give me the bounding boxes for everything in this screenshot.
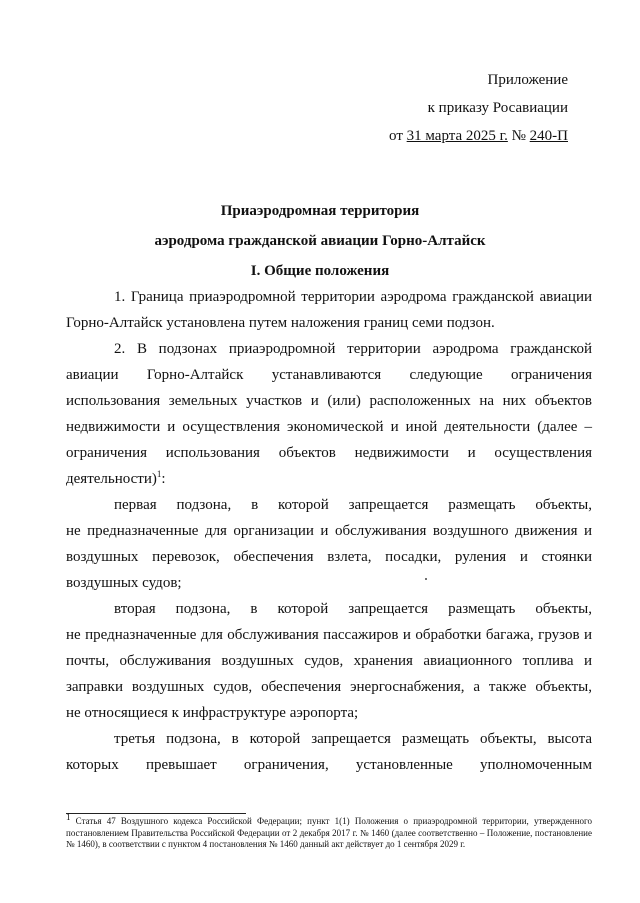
paragraph-line: 2. В подзонах приаэродромной территории аэродрома гражданской — [114, 341, 592, 357]
number-prefix: № — [507, 128, 530, 144]
order-date: 31 марта 2025 г. — [406, 128, 508, 144]
appendix-label: Приложение — [487, 72, 568, 88]
paragraph-line-text: деятельности) — [66, 471, 157, 487]
title-line-1: Приаэродромная территория — [220, 203, 420, 219]
title-line-2: аэродрома гражданской авиации Горно-Алтайск — [154, 233, 486, 249]
date-prefix: от — [389, 128, 407, 144]
paragraph-third-subzone — [66, 726, 592, 778]
paragraph-first-subzone — [66, 492, 592, 596]
paragraph-line: недвижимости и осуществления экономической и иной деятельности (далее – — [66, 419, 592, 435]
paragraph-line: Горно-Алтайск установлена путем наложения границ семи подзон. — [66, 315, 495, 331]
paragraph-line: авиации Горно-Алтайск устанавливаются следующие ограничения — [66, 367, 592, 383]
appendix-order-ref: к приказу Росавиации — [427, 100, 568, 116]
paragraph-1 — [66, 284, 592, 336]
document-title — [0, 196, 640, 286]
paragraph-line: воздушных перевозок, обеспечения взлета, посадки, руления и стоянки — [66, 549, 592, 565]
footnote-text: Статья 47 Воздушного кодекса Российской Федерации; пункт 1(1) Положения о приаэродромной территории, утвержденного постановлением Правительства Российской Федерации от 2 декабря 2017 г. № 1460 (далее соответственно – Положение, постановление № 1460), в соответствии с пунктом 4 постановления № 1460 данный акт действует до 1 сентября 2029 г. — [66, 816, 592, 849]
paragraph-line: не предназначенные для организации и обслуживания воздушного движения и — [66, 523, 592, 539]
paragraph-line: третья подзона, в которой запрещается размещать объекты, высота — [114, 731, 592, 747]
order-number: 240-П — [529, 128, 568, 144]
paragraph-line: которых превышает ограничения, установленные уполномоченным — [66, 757, 592, 773]
appendix-header — [389, 66, 568, 150]
paragraph-line-end: : — [161, 471, 166, 487]
paragraph-line: первая подзона, в которой запрещается размещать объекты, — [114, 497, 592, 513]
paragraph-line: ограничения использования объектов недвижимости и осуществления — [66, 445, 592, 461]
paragraph-2 — [66, 336, 592, 492]
footnote-separator — [66, 813, 246, 814]
paragraph-line: заправки воздушных судов, обеспечения энергоснабжения, а также объекты, — [66, 679, 592, 695]
section-heading: I. Общие положения — [250, 263, 390, 279]
paragraph-line: почты, обслуживания воздушных судов, хранения авиационного топлива и — [66, 653, 592, 669]
paragraph-second-subzone — [66, 596, 592, 726]
paragraph-line: 1. Граница приаэродромной территории аэродрома гражданской авиации — [114, 289, 592, 305]
paragraph-line: воздушных судов; — [66, 575, 182, 591]
footnote — [66, 812, 592, 851]
paragraph-line — [66, 466, 592, 492]
footnote-mark: 1 — [66, 812, 71, 822]
appendix-date-number — [389, 122, 568, 150]
paragraph-line: не предназначенные для обслуживания пассажиров и обработки багажа, грузов и — [66, 627, 592, 643]
scan-speck — [425, 578, 427, 580]
paragraph-line: не относящиеся к инфраструктуре аэропорта; — [66, 705, 359, 721]
paragraph-line: использования земельных участков и (или) расположенных на них объектов — [66, 393, 592, 409]
paragraph-line: вторая подзона, в которой запрещается размещать объекты, — [114, 601, 592, 617]
footnote-ref[interactable]: 1 — [156, 469, 162, 479]
